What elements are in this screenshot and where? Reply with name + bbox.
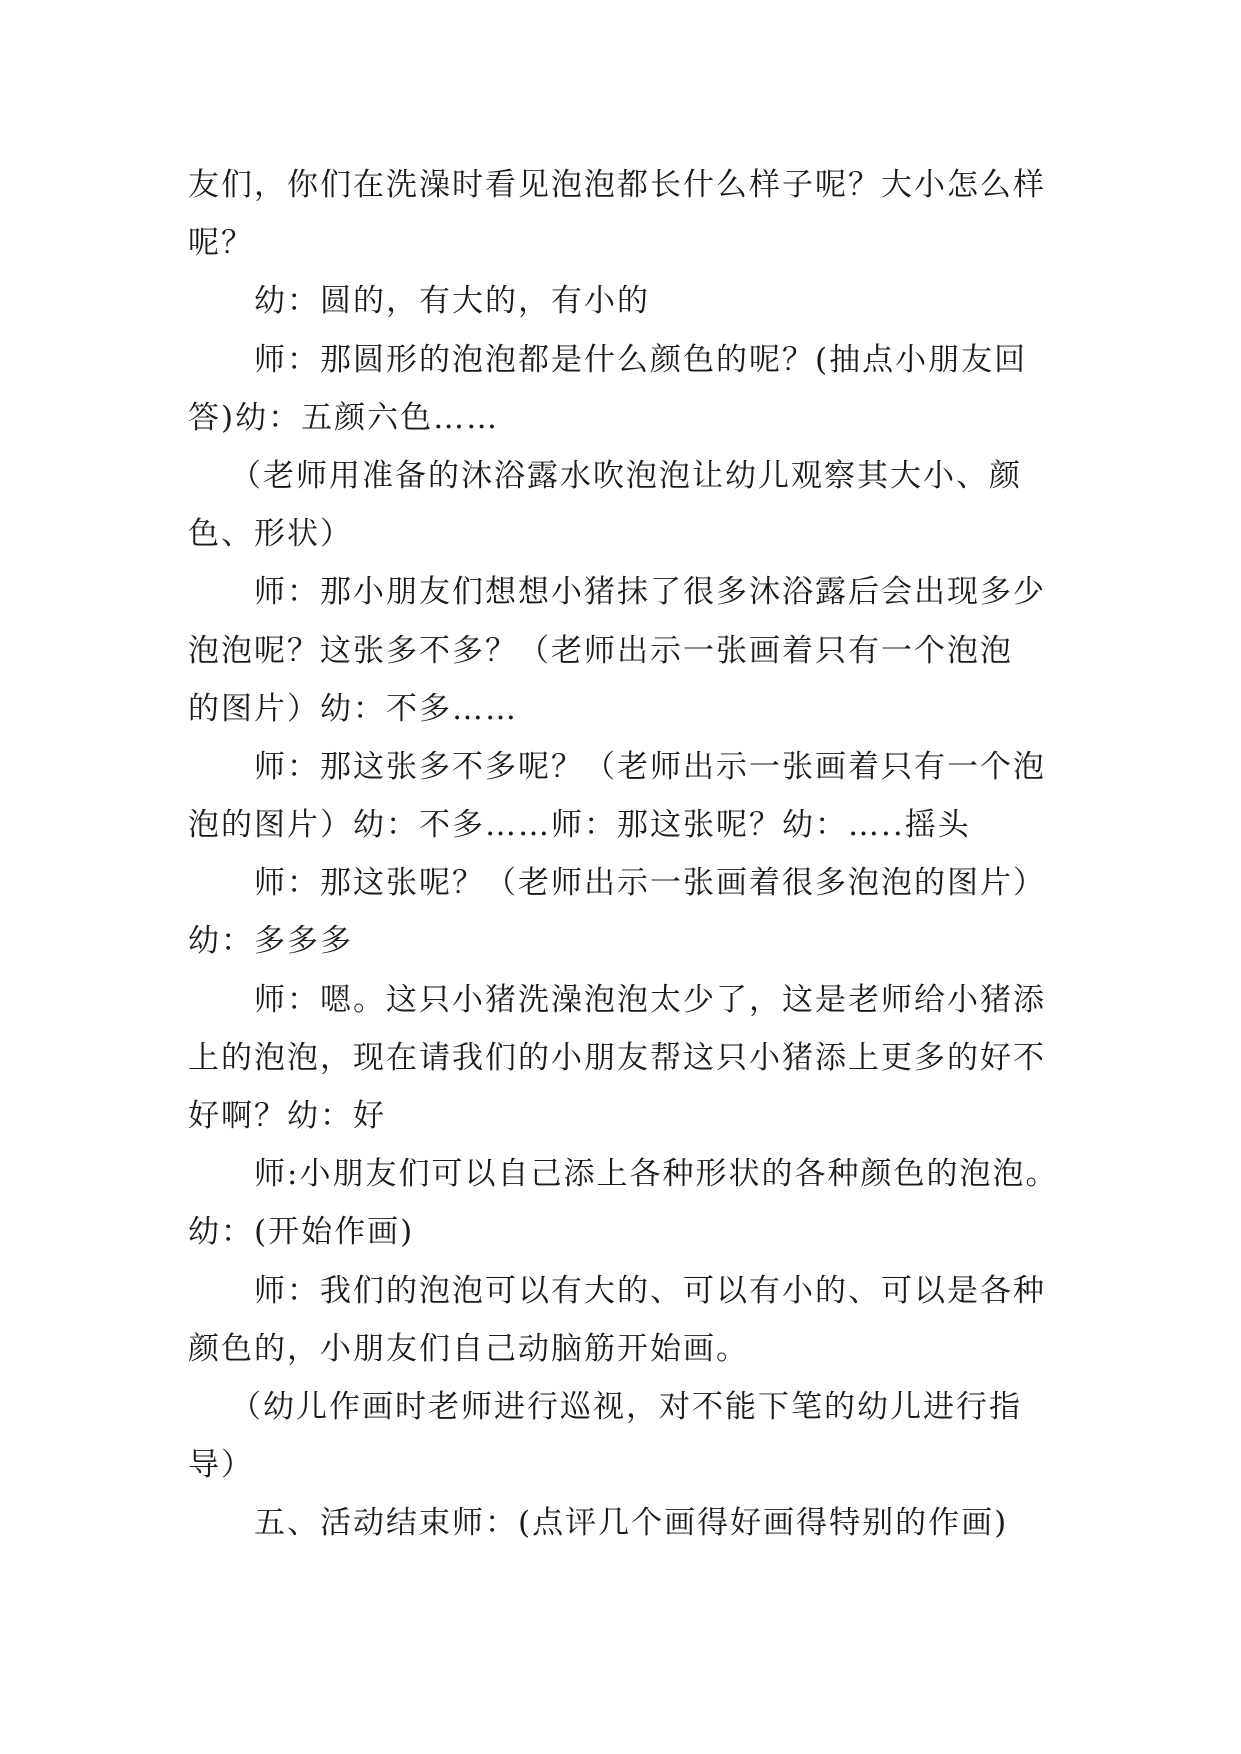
text-line: 五、活动结束师：(点评几个画得好画得特别的作画) <box>254 1505 1009 1542</box>
text-line: 幼：多多多 <box>188 923 353 960</box>
text-line: 师：我们的泡泡可以有大的、可以有小的、可以是各种 <box>254 1272 1046 1309</box>
text-line: 上的泡泡，现在请我们的小朋友帮这只小猪添上更多的好不 <box>188 1039 1046 1076</box>
text-line: 幼：(开始作画) <box>188 1214 415 1251</box>
text-line: （幼儿作画时老师进行巡视，对不能下笔的幼儿进行指 <box>230 1388 1022 1425</box>
text-line: 师：那小朋友们想想小猪抹了很多沐浴露后会出现多少 <box>254 574 1046 611</box>
text-line: 呢？ <box>188 225 254 262</box>
text-line: 师：那这张呢？（老师出示一张画着很多泡泡的图片） <box>254 865 1046 902</box>
text-line: 泡泡呢？这张多不多？（老师出示一张画着只有一个泡泡 <box>188 632 1013 669</box>
text-line: 答)幼：五颜六色…… <box>188 399 500 436</box>
text-line: 的图片）幼：不多…… <box>188 690 518 727</box>
text-line: 泡的图片）幼：不多……师：那这张呢？幼：…..摇头 <box>188 807 971 844</box>
text-line: 师：那这张多不多呢？（老师出示一张画着只有一个泡 <box>254 748 1046 785</box>
text-line: 导） <box>188 1447 254 1484</box>
text-line: 幼：圆的，有大的，有小的 <box>254 283 650 320</box>
text-line: 师：那圆形的泡泡都是什么颜色的呢？(抽点小朋友回 <box>254 341 1028 378</box>
text-line: 友们，你们在洗澡时看见泡泡都长什么样子呢？大小怎么样 <box>188 167 1046 203</box>
text-line: 好啊？幼：好 <box>188 1098 386 1134</box>
text-line: 色、形状） <box>188 516 353 553</box>
document-body <box>188 156 1058 1553</box>
text-line: 师：嗯。这只小猪洗澡泡泡太少了，这是老师给小猪添 <box>254 981 1046 1018</box>
text-line: （老师用准备的沐浴露水吹泡泡让幼儿观察其大小、颜 <box>230 457 1022 494</box>
text-line: 颜色的，小朋友们自己动脑筋开始画。 <box>188 1330 749 1367</box>
text-line: 师:小朋友们可以自己添上各种形状的各种颜色的泡泡。 <box>254 1156 1058 1193</box>
